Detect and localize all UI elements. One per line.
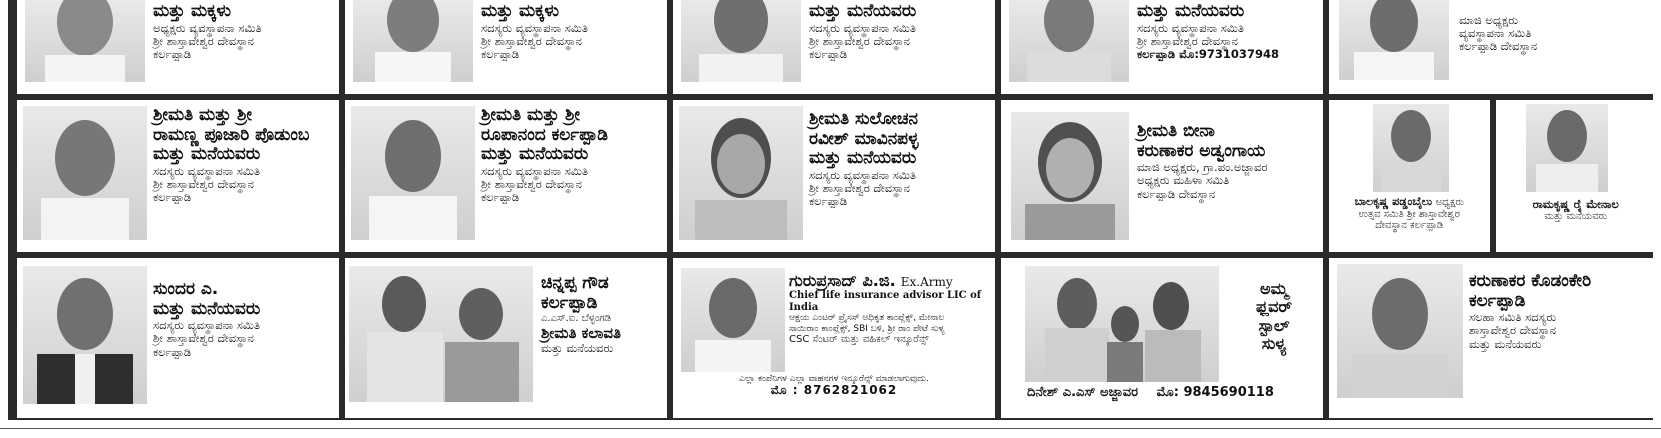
sub-card-line: ಮತ್ತು ಮನೆಯವರು bbox=[1544, 211, 1608, 223]
portrait-photo bbox=[679, 106, 803, 240]
card-r2-c2 bbox=[345, 100, 667, 252]
card-line: ಶ್ರೀ ಶಾಸ್ತಾವೇಶ್ವರ ದೇವಸ್ಥಾನ bbox=[481, 176, 582, 191]
card-line: ಆಕ್ಷಯ ಎಂಟರ್ ಪ್ರೈಸಸ್ ಅಧಿಕೃತ ಕಾಂಪ್ಲೆಕ್ಸ್, ಮೇನಾಲ bbox=[789, 313, 945, 324]
family-photo bbox=[1025, 266, 1219, 382]
card-name: ಕರುಣಾಕರ ಅಡ್ವಂಗಾಯ bbox=[1137, 140, 1266, 161]
portrait-photo bbox=[1337, 264, 1463, 398]
card-line: ಶ್ರೀ ಶಾಸ್ತಾವೇಶ್ವರ ದೇವಸ್ಥಾನ bbox=[809, 33, 910, 48]
card-r3-c4 bbox=[1001, 258, 1323, 418]
card-name: ಕರುಣಾಕರ ಕೊಡಂಕೇರಿ bbox=[1469, 271, 1592, 291]
card-line: ಕರ್ಲಪ್ಪಾಡಿ bbox=[809, 194, 848, 209]
sub-card-line: ಉತ್ಸವ ಸಮಿತಿ ಶ್ರೀ ಶಾಸ್ತಾವೇಶ್ವರ bbox=[1358, 208, 1460, 220]
portrait-photo bbox=[1526, 104, 1608, 192]
card-name: ಶ್ರೀಮತಿ ಮತ್ತು ಶ್ರೀ bbox=[153, 105, 252, 125]
card-line: ಕರ್ಲಪ್ಪಾಡಿ bbox=[481, 46, 520, 61]
card-name: ರೂಪಾನಂದ ಕರ್ಲಪ್ಪಾಡಿ bbox=[481, 124, 609, 145]
portrait-photo bbox=[1373, 104, 1449, 192]
shop-title: ಸುಳ್ಯ bbox=[1261, 334, 1287, 354]
sub-card-name: ಬಾಲಕೃಷ್ಣ ಪಡ್ಡಂಬೈಲು bbox=[1354, 195, 1433, 208]
portrait-photo bbox=[23, 266, 147, 404]
card-name: ಮತ್ತು ಮನೆಯವರು bbox=[809, 148, 917, 169]
card-line: ಶ್ರೀ ಶಾಸ್ತಾವೇಶ್ವರ ದೇವಸ್ಥಾನ bbox=[1137, 33, 1238, 48]
card-line: ಮಾಜಿ ಅಧ್ಯಕ್ಷರು, ಗ್ರಾ.ಪಂ.ಅಜ್ಜಾವರ bbox=[1137, 160, 1268, 175]
portrait-photo bbox=[353, 0, 473, 82]
card-line: ಸಲಹಾ ಸಮಿತಿ ಸದಸ್ಯರು bbox=[1469, 310, 1557, 325]
sub-card-left bbox=[1329, 100, 1490, 252]
card-name: ರಾಮಣ್ಣ ಪೂಜಾರಿ ಪೊಡುಂಬ bbox=[153, 124, 310, 145]
card-line: ಮತ್ತು ಮನೆಯವರು bbox=[1469, 336, 1542, 351]
ad-grid bbox=[17, 0, 1644, 418]
card-line: ಸದಸ್ಯರು ವ್ಯವಸ್ಥಾಪನಾ ಸಮಿತಿ bbox=[153, 318, 260, 333]
card-phone: ಮೊ: 9845690118 bbox=[1156, 385, 1274, 400]
card-line: ಸಾಯಿರಾಂ ಕಾಂಪ್ಲೆಕ್ಸ್, SBI ಬಳಿ, ಶ್ರೀ ರಾಂ ಪೇಟೆ ಸುಳ್ಯ bbox=[789, 323, 945, 334]
portrait-photo bbox=[1011, 112, 1129, 240]
card-line: ಶ್ರೀ ಶಾಸ್ತಾವೇಶ್ವರ ದೇವಸ್ಥಾನ bbox=[153, 176, 254, 191]
card-line: ಸದಸ್ಯರು ವ್ಯವಸ್ಥಾಪನಾ ಸಮಿತಿ bbox=[481, 20, 588, 35]
card-name: ಸುಂದರ ಎ. bbox=[153, 279, 219, 299]
card-phone: ಮೊ : 8762821062 bbox=[770, 383, 898, 398]
card-line: ಸದಸ್ಯರು ವ್ಯವಸ್ಥಾಪನಾ ಸಮಿತಿ bbox=[481, 163, 588, 178]
shop-title: ಸ್ಟಾಲ್ bbox=[1258, 315, 1290, 335]
card-name: ಕರ್ಲಪ್ಪಾಡಿ bbox=[1469, 290, 1526, 311]
portrait-photo bbox=[23, 106, 147, 240]
sub-card-role: ಅಧ್ಯಕ್ಷರು bbox=[1435, 197, 1464, 208]
card-name: ಮತ್ತು ಮಕ್ಕಳು bbox=[481, 1, 560, 21]
card-line: ಸದಸ್ಯರು ವ್ಯವಸ್ಥಾಪನಾ ಸಮಿತಿ bbox=[809, 20, 916, 35]
card-r2-c1 bbox=[17, 100, 339, 252]
card-line: ಕರ್ಲಪ್ಪಾಡಿ bbox=[809, 46, 848, 61]
card-line: ಕರ್ಲಪ್ಪಾಡಿ bbox=[153, 190, 192, 205]
card-line: ಸದಸ್ಯರು ವ್ಯವಸ್ಥಾಪನಾ ಸಮಿತಿ bbox=[809, 167, 916, 182]
portrait-photo bbox=[681, 268, 785, 372]
card-name: ಮತ್ತು ಮನೆಯವರು bbox=[809, 1, 917, 21]
card-r1-c3 bbox=[673, 0, 995, 94]
portrait-photo bbox=[1009, 0, 1129, 82]
card-r1-c4 bbox=[1001, 0, 1323, 94]
card-name: ಕರ್ಲಪ್ಪಾಡಿ bbox=[541, 292, 598, 313]
card-r3-c3 bbox=[673, 258, 995, 418]
card-r3-c5 bbox=[1329, 258, 1656, 418]
card-subtitle: Chief life insurance advisor LIC of India bbox=[789, 290, 982, 313]
card-tag: Ex.Army bbox=[900, 275, 953, 289]
card-line: ಕರ್ಲಪ್ಪಾಡಿ ದೇವಸ್ಥಾನ bbox=[1459, 39, 1538, 54]
card-name: ದಿನೇಶ್ ಎ.ಎಸ್ ಅಜ್ಜಾವರ bbox=[1027, 385, 1139, 400]
card-r2-c4 bbox=[1001, 100, 1323, 252]
card-line: ಅಧ್ಯಕ್ಷರು ಮಹಿಳಾ ಸಮಿತಿ bbox=[1137, 173, 1230, 188]
card-name: ಚಿನ್ನಪ್ಪ ಗೌಡ bbox=[541, 273, 609, 293]
card-r3-c2 bbox=[345, 258, 667, 418]
card-r2-c5 bbox=[1329, 100, 1656, 252]
card-line: ಶ್ರೀ ಶಾಸ್ತಾವೇಶ್ವರ ದೇವಸ್ಥಾನ bbox=[153, 331, 254, 346]
shop-title: ಅಮ್ಮ bbox=[1260, 279, 1288, 298]
card-line: ಶ್ರೀ ಶಾಸ್ತಾವೇಶ್ವರ ದೇವಸ್ಥಾನ bbox=[153, 33, 254, 48]
sub-card-line: ದೇವಸ್ಥಾನ ಕರ್ಲಪ್ಪಾಡಿ bbox=[1375, 220, 1444, 232]
card-line: ಅಧ್ಯಕ್ಷರು ವ್ಯವಸ್ಥಾಪನಾ ಸಮಿತಿ bbox=[153, 20, 262, 35]
card-name: ಮತ್ತು ಮನೆಯವರು bbox=[153, 298, 261, 319]
card-r1-c5 bbox=[1329, 0, 1656, 94]
card-line: ಮಾಜಿ ಅಧ್ಯಕ್ಷರು bbox=[1459, 13, 1518, 27]
card-r1-c2 bbox=[345, 0, 667, 94]
card-name-2: ಶ್ರೀಮತಿ ಕಲಾವತಿ bbox=[541, 323, 621, 342]
shop-title: ಫ್ಲವರ್ bbox=[1255, 297, 1293, 317]
card-line: ಕರ್ಲಪ್ಪಾಡಿ bbox=[153, 46, 192, 61]
card-name: ಮತ್ತು ಮಕ್ಕಳು bbox=[153, 1, 232, 21]
card-name: ಗುರುಪ್ರಸಾದ್ ಪಿ.ಜಿ. bbox=[789, 271, 896, 290]
card-name: ಶ್ರೀಮತಿ ಮತ್ತು ಶ್ರೀ bbox=[481, 105, 580, 125]
card-name: ಮತ್ತು ಮನೆಯವರು bbox=[481, 144, 589, 165]
sub-card-name: ರಾಮಕೃಷ್ಣ ರೈ ಮೇನಾಲ bbox=[1532, 197, 1619, 211]
card-line: ವ್ಯವಸ್ಥಾಪನಾ ಸಮಿತಿ bbox=[1459, 26, 1532, 41]
card-line: ಕರ್ಲಪ್ಪಾಡಿ bbox=[153, 344, 192, 359]
card-line: ಶ್ರೀ ಶಾಸ್ತಾವೇಶ್ವರ ದೇವಸ್ಥಾನ bbox=[481, 33, 582, 48]
portrait-photo bbox=[25, 0, 145, 82]
card-name: ಶ್ರೀಮತಿ ಬೀನಾ bbox=[1137, 121, 1215, 141]
card-line: CSC ಸೆಂಟರ್ ಮತ್ತು ವಹಿಕಲ್ ಇನ್ಶೂರೆನ್ಸ್ bbox=[789, 334, 929, 346]
card-name: ಶ್ರೀಮತಿ ಸುಲೋಚನ bbox=[809, 109, 918, 129]
card-line: ಕರ್ಲಪ್ಪಾಡಿ ಮೊ:9731037948 bbox=[1137, 46, 1279, 61]
card-name: ಮತ್ತು ಮನೆಯವರು bbox=[153, 144, 261, 165]
sub-card-right bbox=[1490, 100, 1657, 252]
card-name: ರವೀಶ್ ಮಾವಿನಪಳ್ಳ bbox=[809, 128, 919, 149]
card-line: ಎಲ್ಲಾ ಕಂಪೆನಿಗಳ ಎಲ್ಲಾ ವಾಹನಗಳ ಇನ್ಶೂರೆನ್ಸ್ ಮಾಡಲಾಗುವುದು. bbox=[739, 374, 929, 384]
card-name: ಮತ್ತು ಮನೆಯವರು bbox=[1137, 1, 1245, 21]
card-r2-c3 bbox=[673, 100, 995, 252]
portrait-photo bbox=[681, 0, 801, 82]
card-line: ಕರ್ಲಪ್ಪಾಡಿ ದೇವಸ್ಥಾನ bbox=[1137, 186, 1216, 201]
portrait-photo bbox=[351, 106, 475, 240]
card-line: ಸದಸ್ಯರು ವ್ಯವಸ್ಥಾಪನಾ ಸಮಿತಿ bbox=[1137, 20, 1244, 35]
card-line: ಎ.ಎಸ್.ಐ. ಬೆಳ್ಳಂಗಡಿ bbox=[541, 313, 612, 325]
card-r3-c1 bbox=[17, 258, 339, 418]
card-line: ಸದಸ್ಯರು ವ್ಯವಸ್ಥಾಪನಾ ಸಮಿತಿ bbox=[153, 163, 260, 178]
portrait-photo bbox=[1339, 0, 1449, 80]
card-line: ಕರ್ಲಪ್ಪಾಡಿ bbox=[481, 190, 520, 205]
bottom-rule bbox=[0, 428, 1661, 429]
card-line: ಶಾಸ್ತಾವೇಶ್ವರ ದೇವಸ್ಥಾನ bbox=[1469, 323, 1557, 338]
card-line: ಶ್ರೀ ಶಾಸ್ತಾವೇಶ್ವರ ದೇವಸ್ಥಾನ bbox=[809, 180, 910, 195]
couple-photo bbox=[349, 266, 533, 402]
card-r1-c1 bbox=[17, 0, 339, 94]
card-line: ಮತ್ತು ಮನೆಯವರು bbox=[541, 340, 614, 355]
